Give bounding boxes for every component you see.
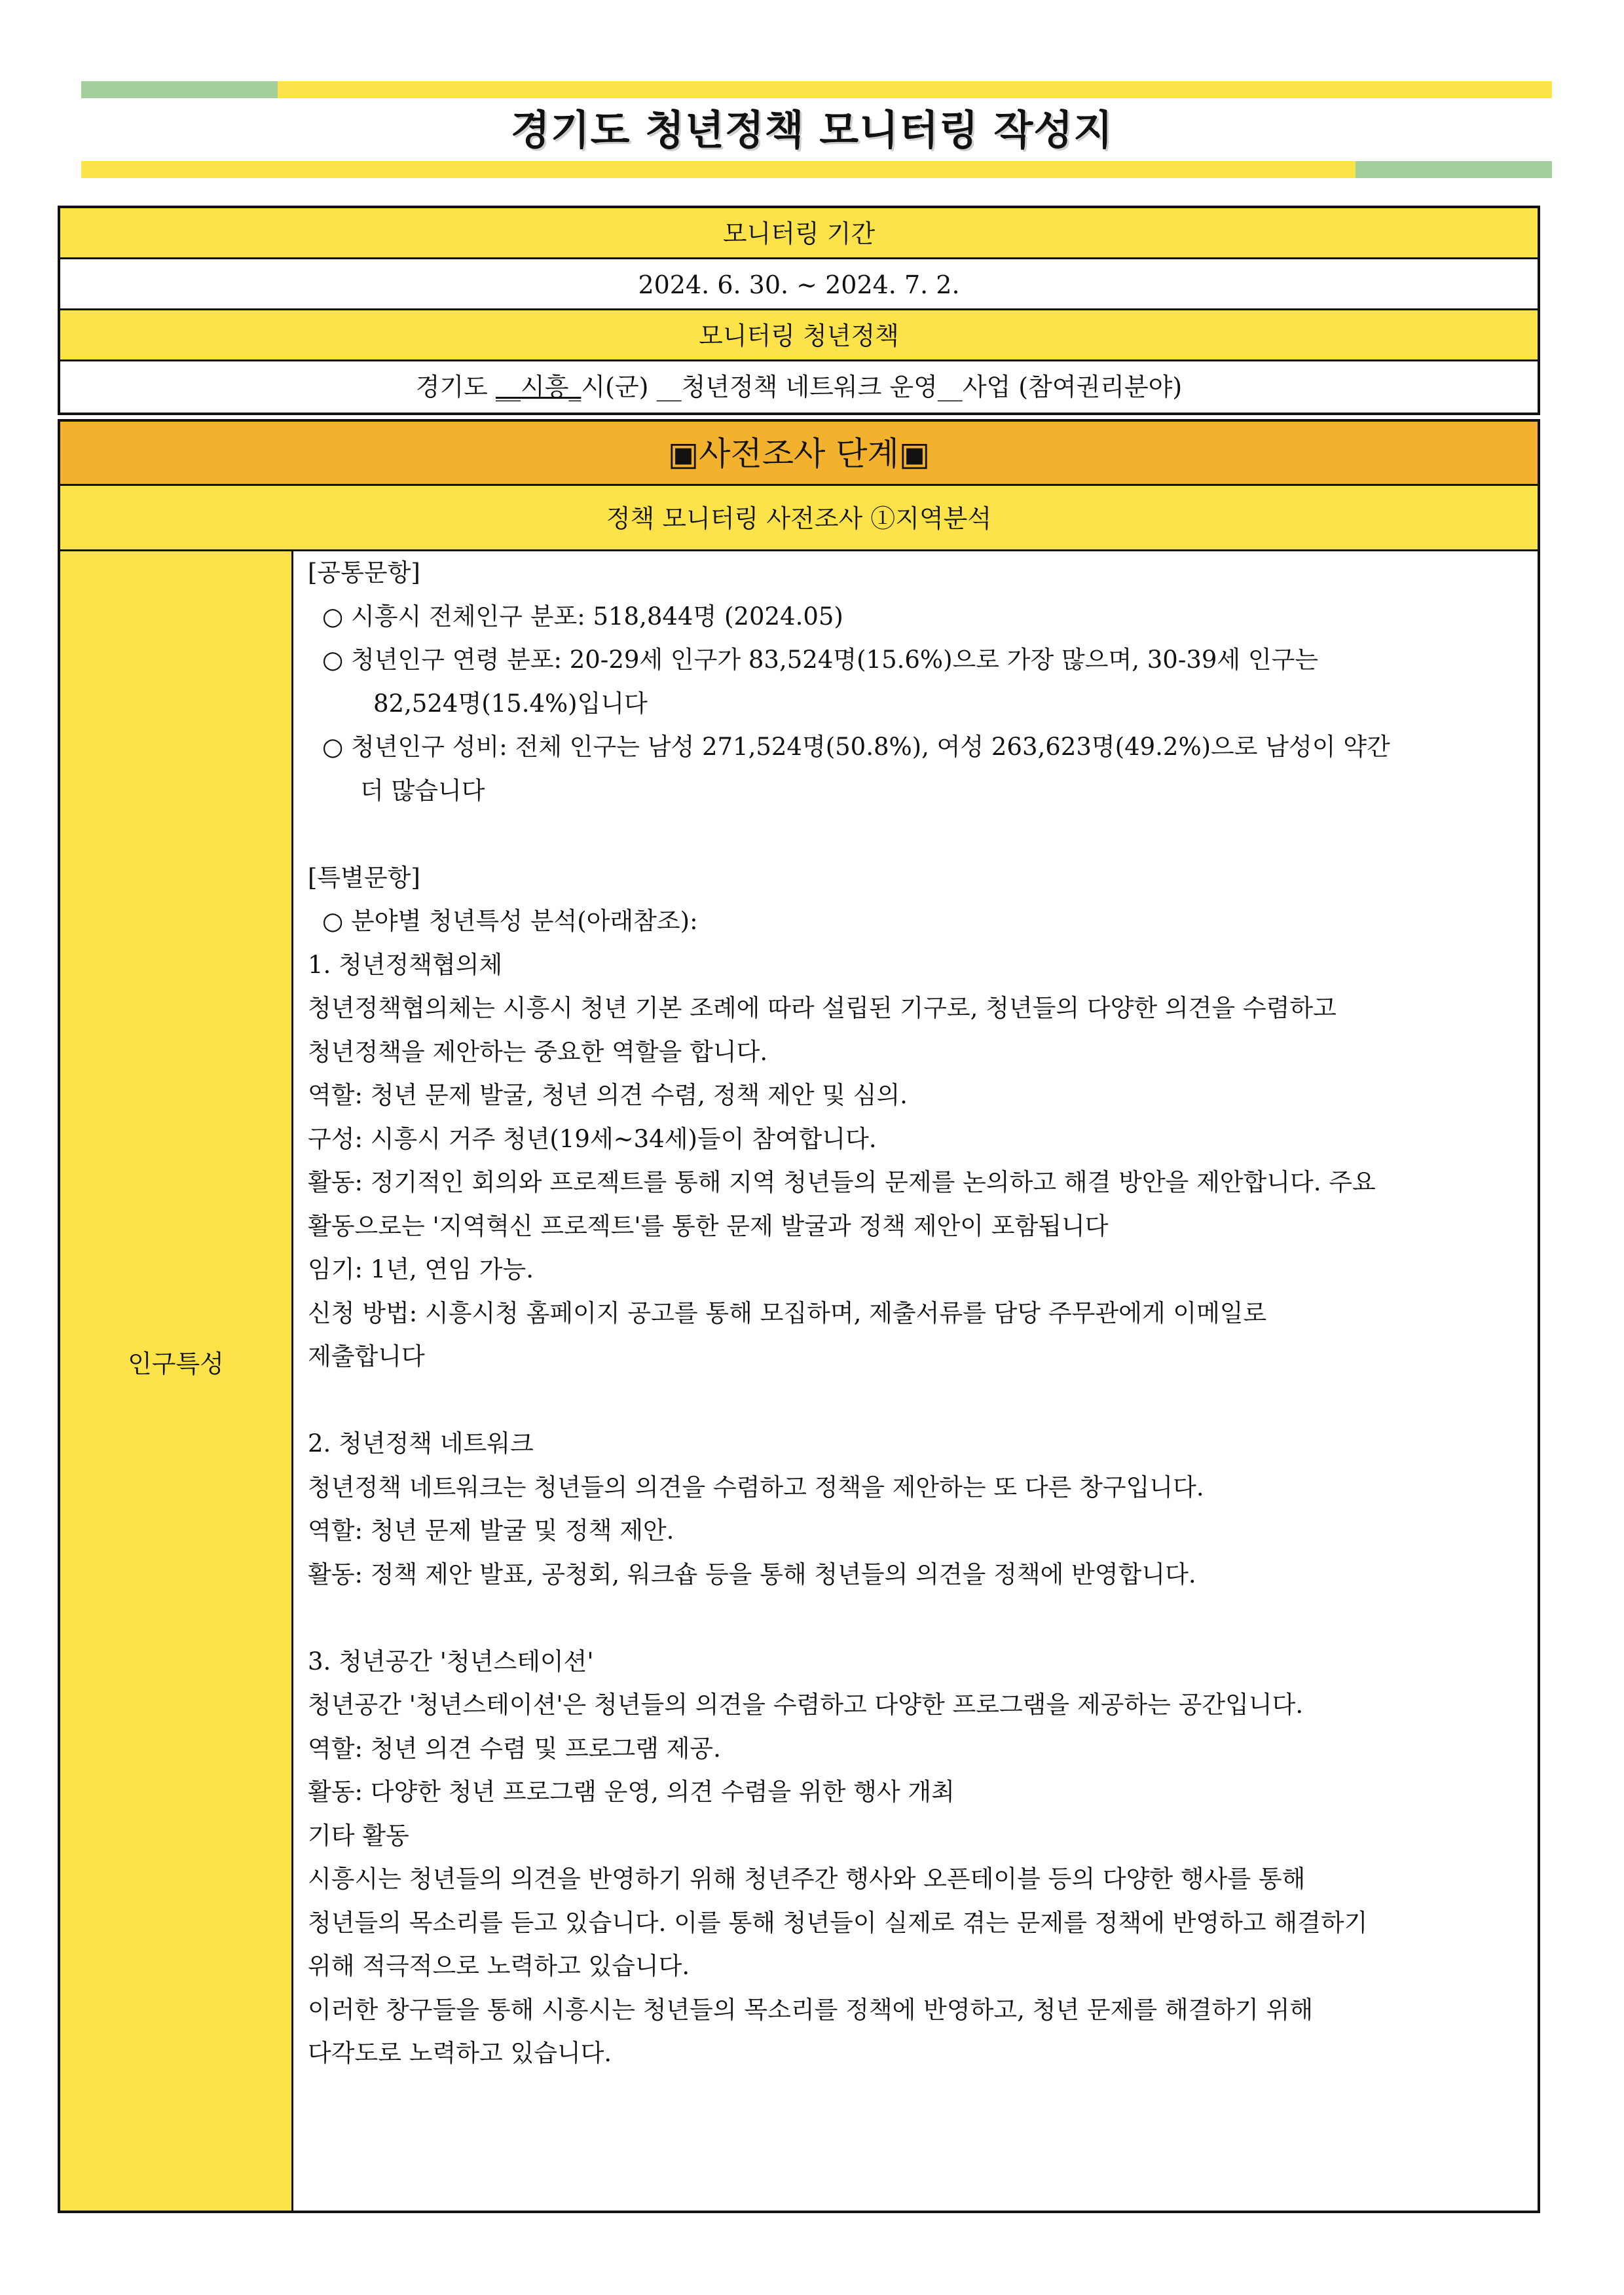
content-line: 역할: 청년 문제 발굴 및 정책 제안. <box>308 1516 674 1545</box>
policy-value <box>60 361 1538 413</box>
content-line: 활동: 다양한 청년 프로그램 운영, 의견 수렴을 위한 행사 개최 <box>308 1778 955 1806</box>
content-line: ○ 청년인구 연령 분포: 20-29세 인구가 83,524명(15.6%)으로 가장 많으며, 30-39세 인구는 <box>322 646 1319 674</box>
content-line: 시흥시는 청년들의 의견을 반영하기 위해 청년주간 행사와 오픈테이블 등의 다양한 행사를 통해 <box>308 1865 1306 1893</box>
content-line: 3. 청년공간 '청년스테이션' <box>308 1647 594 1676</box>
content-line: 청년공간 '청년스테이션'은 청년들의 의견을 수렴하고 다양한 프로그램을 제공하는 공간입니다. <box>308 1691 1304 1719</box>
content-line: [특별문항] <box>308 863 420 892</box>
content-line: 청년정책협의체는 시흥시 청년 기본 조례에 따라 설립된 기구로, 청년들의 다양한 의견을 수렴하고 <box>308 994 1337 1022</box>
stage-header: ▣사전조사 단계▣ <box>60 422 1538 486</box>
row-label: 인구특성 <box>128 1349 224 1378</box>
content-line: ○ 시흥시 전체인구 분포: 518,844명 (2024.05) <box>322 602 843 631</box>
content-line: 청년정책을 제안하는 중요한 역할을 합니다. <box>308 1037 768 1066</box>
policy-suffix: 사업 (참여권리분야) <box>962 373 1183 401</box>
content-line <box>308 1596 1524 1640</box>
content-line: 활동: 정기적인 회의와 프로젝트를 통해 지역 청년들의 문제를 논의하고 해결 방안을 제안합니다. 주요 <box>308 1168 1376 1196</box>
content-line: 구성: 시흥시 거주 청년(19세~34세)들이 참여합니다. <box>308 1124 877 1153</box>
stage-subheader: 정책 모니터링 사전조사 ①지역분석 <box>60 486 1538 551</box>
content-line: 역할: 청년 의견 수렴 및 프로그램 제공. <box>308 1734 721 1763</box>
policy-name: __청년정책 네트워크 운영__ <box>656 373 963 401</box>
content-line: 82,524명(15.4%)입니다 <box>373 689 648 718</box>
content-line <box>308 1379 1524 1423</box>
policy-label: 모니터링 청년정책 <box>60 310 1538 361</box>
header-bar-yellow-top <box>278 81 1552 98</box>
content-line: ○ 청년인구 성비: 전체 인구는 남성 271,524명(50.8%), 여성 263,623명(49.2%)으로 남성이 약간 <box>322 733 1390 761</box>
content-line: 위해 적극적으로 노력하고 있습니다. <box>308 1952 690 1980</box>
row-label-cell <box>60 551 293 2211</box>
content-line: 청년들의 목소리를 듣고 있습니다. 이를 통해 청년들이 실제로 겪는 문제를 정책에 반영하고 해결하기 <box>308 1908 1368 1937</box>
content-line: 활동: 정책 제안 발표, 공청회, 워크숍 등을 통해 청년들의 의견을 정책에 반영합니다. <box>308 1560 1196 1588</box>
monitoring-info-table <box>58 206 1540 415</box>
header-bar-green-top <box>81 81 278 98</box>
document-title: 경기도 청년정책 모니터링 작성지 <box>510 106 1114 154</box>
header-bar-green-bottom <box>1356 161 1552 178</box>
content-line: [공통문항] <box>308 559 420 587</box>
content-cell <box>308 551 1524 2211</box>
section-body <box>60 551 1538 2211</box>
content-line: 활동으로는 '지역혁신 프로젝트'를 통한 문제 발굴과 정책 제안이 포함됩니다 <box>308 1211 1109 1240</box>
content-line: 2. 청년정책 네트워크 <box>308 1429 534 1458</box>
content-line: 더 많습니다 <box>360 776 485 805</box>
content-line: 청년정책 네트워크는 청년들의 의견을 수렴하고 정책을 제안하는 또 다른 창구입니다. <box>308 1473 1204 1501</box>
policy-city: __시흥_ <box>495 373 581 401</box>
period-label: 모니터링 기간 <box>60 208 1538 259</box>
policy-prefix: 경기도 <box>415 373 496 401</box>
content-line: 제출합니다 <box>308 1342 425 1370</box>
content-line <box>308 813 1524 856</box>
content-line: 기타 활동 <box>308 1821 409 1850</box>
content-line: 이러한 창구들을 통해 시흥시는 청년들의 목소리를 정책에 반영하고, 청년 문제를 해결하기 위해 <box>308 1995 1314 2024</box>
content-line: 1. 청년정책협의체 <box>308 950 503 979</box>
period-value: 2024. 6. 30. ~ 2024. 7. 2. <box>60 259 1538 310</box>
policy-mid: 시(군) <box>581 373 657 401</box>
content-line: ○ 분야별 청년특성 분석(아래참조): <box>322 907 698 935</box>
content-line: 다각도로 노력하고 있습니다. <box>308 2039 612 2067</box>
content-line: 역할: 청년 문제 발굴, 청년 의견 수렴, 정책 제안 및 심의. <box>308 1081 908 1109</box>
content-line: 임기: 1년, 연임 가능. <box>308 1255 534 1283</box>
header-bar-yellow-bottom <box>81 161 1356 178</box>
content-line: 신청 방법: 시흥시청 홈페이지 공고를 통해 모집하며, 제출서류를 담당 주무관에게 이메일로 <box>308 1298 1267 1327</box>
pre-research-table <box>58 419 1540 2213</box>
